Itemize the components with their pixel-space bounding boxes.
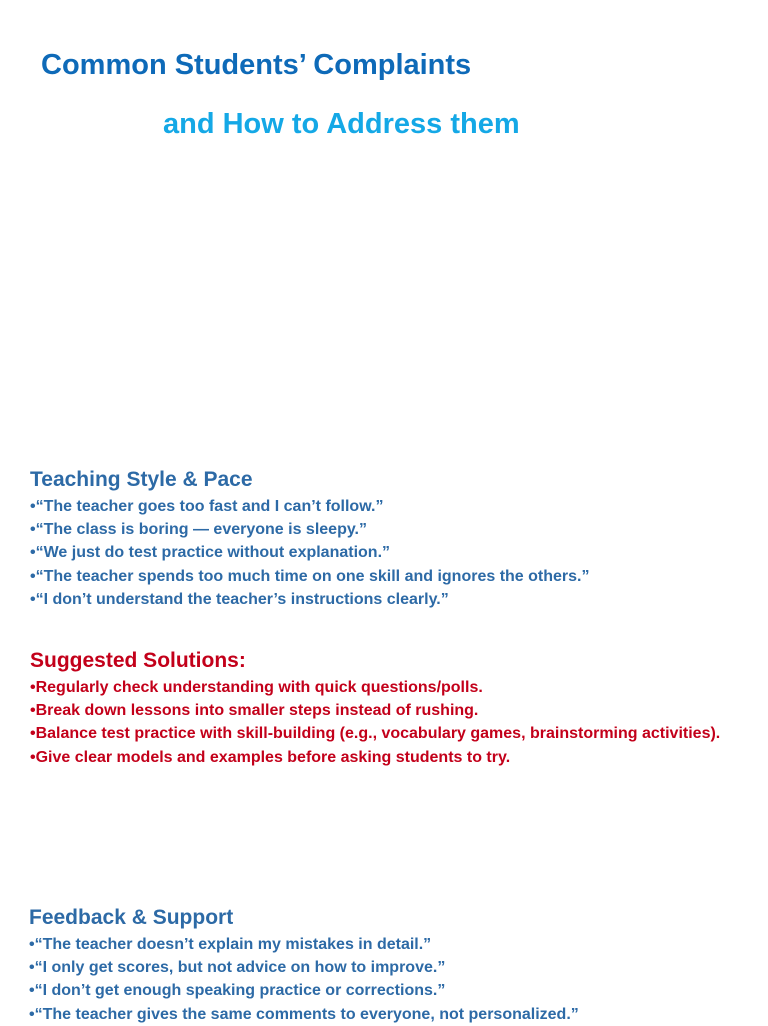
list-item: •“The teacher gives the same comments to everyone, not personalized.” [29, 1005, 579, 1023]
feedback-support-section [29, 904, 579, 1026]
list-item: •“I don’t understand the teacher’s instructions clearly.” [30, 590, 449, 608]
list-item: •Give clear models and examples before asking students to try. [30, 748, 511, 766]
suggested-solutions-heading: Suggested Solutions: [30, 649, 246, 672]
list-item: •“The teacher spends too much time on one skill and ignores the others.” [30, 567, 590, 585]
list-item: •Balance test practice with skill-building (e.g., vocabulary games, brainstorming activities). [30, 725, 721, 743]
list-item: •“I only get scores, but not advice on how to improve.” [29, 959, 446, 977]
page-title: Common Students’ Complaints [41, 49, 472, 81]
teaching-style-heading: Teaching Style & Pace [30, 468, 253, 491]
feedback-support-heading: Feedback & Support [29, 906, 234, 929]
page-subtitle: and How to Address them [163, 108, 520, 140]
teaching-style-section [30, 466, 589, 611]
list-item: •“The class is boring — everyone is sleepy.” [30, 521, 367, 539]
suggested-solutions-section [30, 647, 720, 769]
list-item: •“We just do test practice without explanation.” [30, 544, 391, 562]
feedback-complaints-list [29, 933, 579, 1026]
teaching-complaints-list [30, 495, 589, 611]
list-item: •“I don’t get enough speaking practice or corrections.” [29, 982, 446, 1000]
list-item: •Break down lessons into smaller steps instead of rushing. [30, 702, 479, 720]
list-item: •“The teacher goes too fast and I can’t follow.” [30, 498, 384, 515]
list-item: •Regularly check understanding with quick questions/polls. [30, 679, 483, 696]
list-item: •“The teacher doesn’t explain my mistakes in detail.” [29, 936, 432, 953]
solutions-list [30, 676, 720, 769]
